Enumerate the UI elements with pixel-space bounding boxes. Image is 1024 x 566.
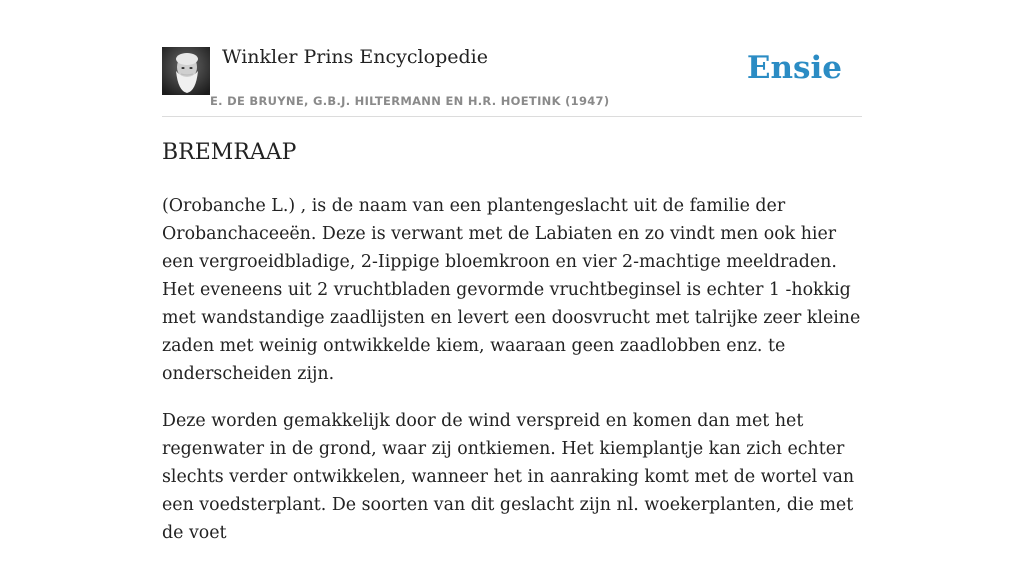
encyclopedia-title[interactable]: Winkler Prins Encyclopedie [222,46,488,68]
authors-line: E. DE BRUYNE, G.B.J. HILTERMANN EN H.R. HOETINK (1947) [210,94,610,108]
body-paragraph: Deze worden gemakkelijk door de wind verspreid en komen dan met het regenwater in de grond, waar zij ontkiemen. Het kiemplantje kan zich echter slechts verder ontwikkelen, wanneer het in aanraking komt met de wortel van een voedsterplant. De soorten van dit geslacht zijn nl. woekerplanten, die met de voet [162,411,855,543]
author-portrait-image [162,47,210,95]
book-header [162,44,862,117]
body-paragraph: (Orobanche L.) , is de naam van een plantengeslacht uit de familie der Orobanchaceeën. Deze is verwant met de Labiaten en zo vindt men ook hier een vergroeidbladige, 2-Iippige bloemkroon en vier 2-machtige meeldraden. Het eveneens uit 2 vruchtbladen gevormde vruchtbeginsel is echter 1 -hokkig met wandstandige zaadlijsten en levert een doosvrucht met talrijke zeer kleine zaden met weinig ontwikkelde kiem, waaraan geen zaadlobben enz. te onderscheiden zijn. [162,196,861,384]
ensie-logo-link[interactable]: Ensie [746,50,842,86]
entry-body [162,192,862,566]
author-portrait [162,47,210,95]
entry-title: BREMRAAP [162,140,297,165]
